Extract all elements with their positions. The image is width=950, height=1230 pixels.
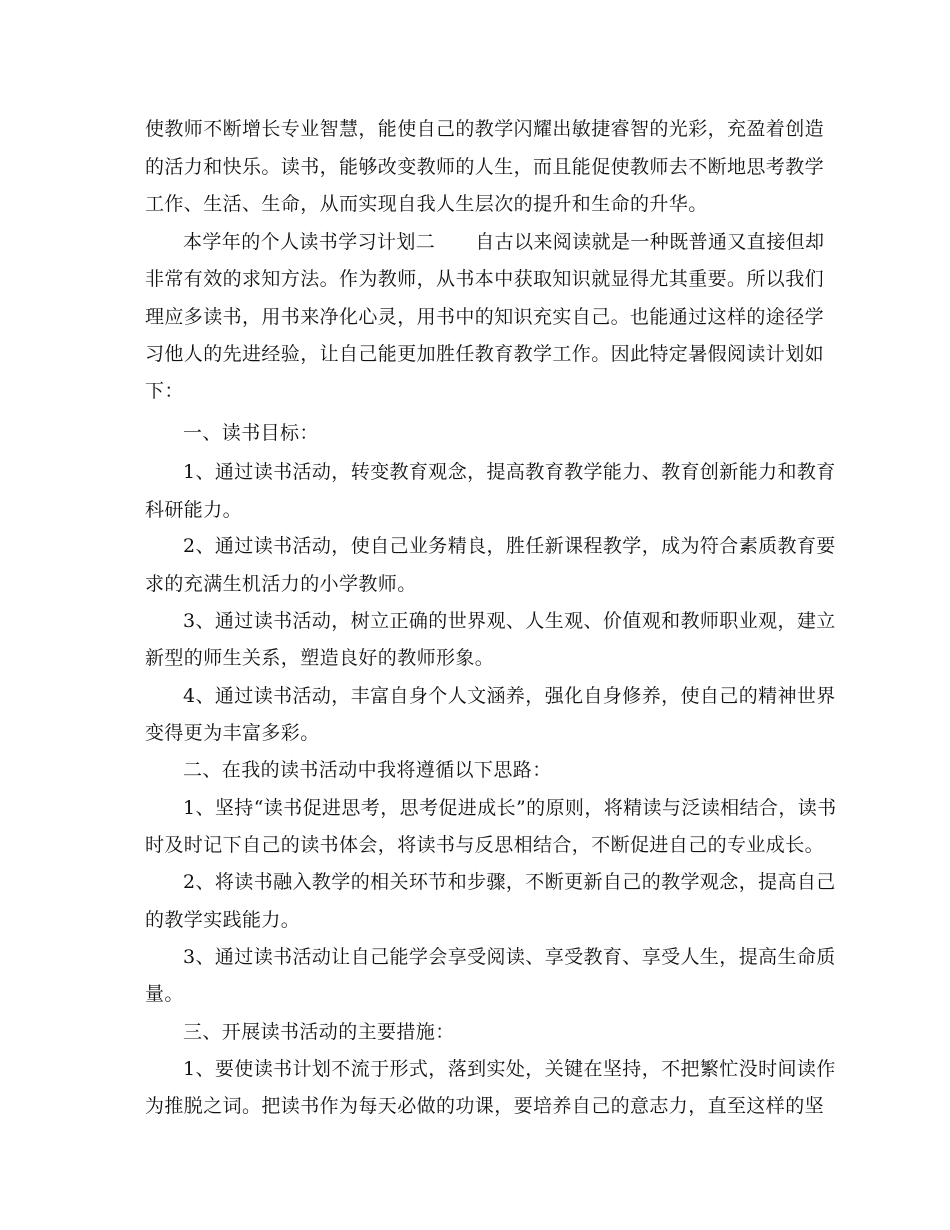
text-line: 2、将读书融入教学的相关环节和步骤，不断更新自己的教学观念，提高自己 xyxy=(183,871,836,893)
text-line: 下： xyxy=(145,380,184,402)
text-line: 时及时记下自己的读书体会，将读书与反思相结合，不断促进自己的专业成长。 xyxy=(145,834,825,856)
text-line: 科研能力。 xyxy=(145,499,243,521)
text-line: 变得更为丰富多彩。 xyxy=(145,722,320,744)
text-line: 的教学实践能力。 xyxy=(145,909,301,931)
text-line: 理应多读书，用书来净化心灵，用书中的知识充实自己。也能通过这样的途径学 xyxy=(145,306,825,328)
text-line: 3、通过读书活动让自己能学会享受阅读、享受教育、享受人生，提高生命质 xyxy=(183,946,836,968)
text-line: 求的充满生机活力的小学教师。 xyxy=(145,573,417,595)
section-heading: 本学年的个人读书学习计划二 xyxy=(183,231,436,253)
text-line: 量。 xyxy=(145,983,184,1005)
text-line: 习他人的先进经验，让自己能更加胜任教育教学工作。因此特定暑假阅读计划如 xyxy=(145,343,825,365)
text-line: 非常有效的求知方法。作为教师，从书本中获取知识就显得尤其重要。所以我们 xyxy=(145,268,825,290)
text-line: 为推脱之词。把读书作为每天必做的功课，要培养自己的意志力，直至这样的坚 xyxy=(145,1095,825,1117)
section-heading: 二、在我的读书活动中我将遵循以下思路： xyxy=(183,759,552,781)
text-line: 1、通过读书活动，转变教育观念，提高教育教学能力、教育创新能力和教育 xyxy=(183,461,836,483)
text-line: 使教师不断增长专业智慧，能使自己的教学闪耀出敏捷睿智的光彩，充盈着创造 xyxy=(145,118,825,140)
text-line xyxy=(183,230,824,254)
text-line: 4、通过读书活动，丰富自身个人文涵养，强化自身修养，使自己的精神世界 xyxy=(183,685,836,707)
paragraph-text: 自古以来阅读就是一种既普通又直接但却 xyxy=(475,231,825,253)
section-heading: 一、读书目标： xyxy=(183,422,319,444)
text-line: 新型的师生关系，塑造良好的教师形象。 xyxy=(145,647,495,669)
section-heading: 三、开展读书活动的主要措施： xyxy=(183,1021,455,1043)
text-line: 1、坚持“读书促进思考，思考促进成长”的原则，将精读与泛读相结合，读书 xyxy=(183,797,837,819)
text-line: 的活力和快乐。读书，能够改变教师的人生，而且能促使教师去不断地思考教学 xyxy=(145,156,825,178)
text-line: 1、要使读书计划不流于形式，落到实处，关键在坚持，不把繁忙没时间读作 xyxy=(183,1058,836,1080)
text-line: 2、通过读书活动，使自己业务精良，胜任新课程教学，成为符合素质教育要 xyxy=(183,535,836,557)
text-line: 3、通过读书活动，树立正确的世界观、人生观、价值观和教师职业观，建立 xyxy=(183,610,836,632)
text-line: 工作、生活、生命，从而实现自我人生层次的提升和生命的升华。 xyxy=(145,193,708,215)
